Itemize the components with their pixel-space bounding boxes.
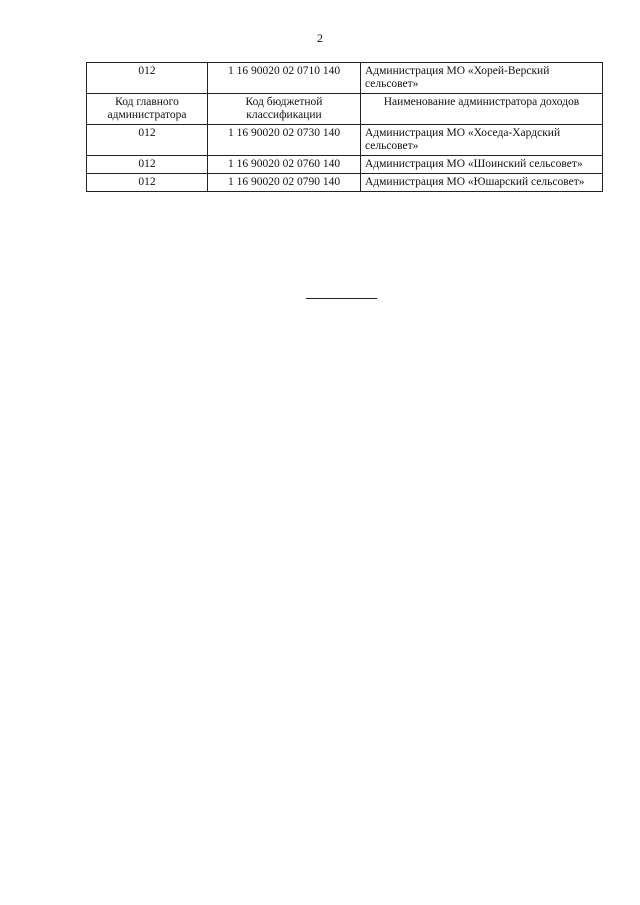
table-header-row (87, 94, 603, 125)
admin-code-cell: 012 (87, 174, 208, 192)
budget-code-cell: 1 16 90020 02 0710 140 (208, 63, 361, 94)
admin-code-cell: 012 (87, 156, 208, 174)
budget-code-cell: 1 16 90020 02 0790 140 (208, 174, 361, 192)
page-number: 2 (317, 31, 323, 45)
header-budget-code: Код бюджетной классификации (208, 94, 361, 125)
admin-name-cell: Администрация МО «Шоинский сельсовет» (361, 156, 603, 174)
table-body (87, 63, 603, 192)
admin-name-cell: Администрация МО «Хоседа-Хардский сельсовет» (361, 125, 603, 156)
admin-name-cell: Администрация МО «Юшарский сельсовет» (361, 174, 603, 192)
header-admin-name: Наименование администратора доходов (361, 94, 603, 125)
budget-code-cell: 1 16 90020 02 0760 140 (208, 156, 361, 174)
admin-code-cell: 012 (87, 63, 208, 94)
table-row (87, 125, 603, 156)
budget-code-cell: 1 16 90020 02 0730 140 (208, 125, 361, 156)
admin-name-cell: Администрация МО «Хорей-Верский сельсовет» (361, 63, 603, 94)
admin-code-cell: 012 (87, 125, 208, 156)
table-row (87, 63, 603, 94)
table-row (87, 156, 603, 174)
header-admin-code: Код главного администратора (87, 94, 208, 125)
document-end-divider (306, 298, 377, 299)
revenue-administrators-table (86, 62, 603, 192)
table-row (87, 174, 603, 192)
